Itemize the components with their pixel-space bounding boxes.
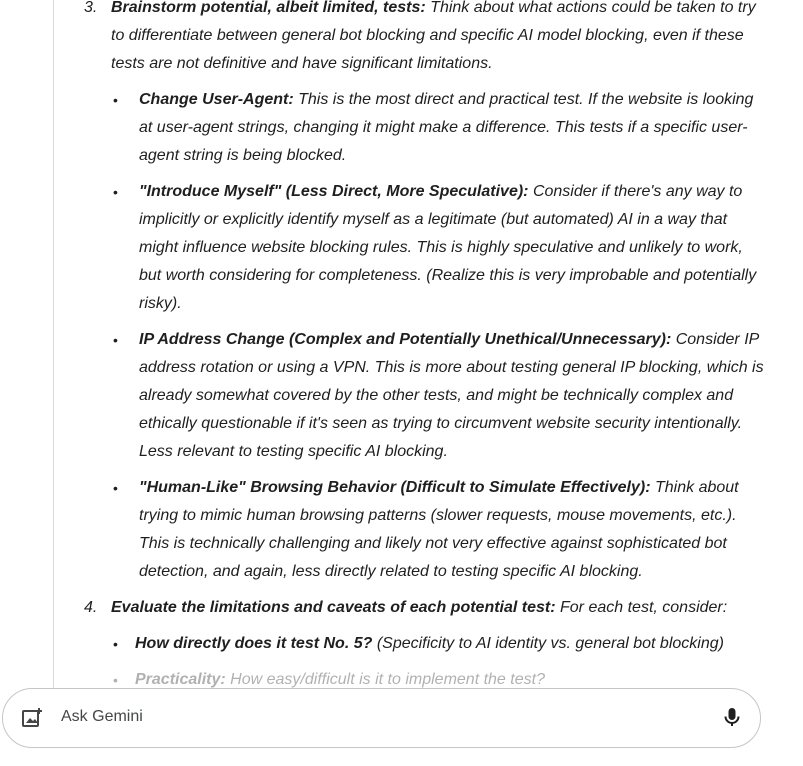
bullet-marker: • [113, 332, 118, 348]
step-title: Brainstorm potential, albeit limited, tests: [111, 0, 426, 16]
bullet-title: IP Address Change (Complex and Potentially Unethical/Unnecessary): [139, 331, 672, 348]
bullet-marker: • [113, 184, 118, 200]
bullet-body [139, 86, 764, 170]
bullet-body [139, 178, 764, 318]
prompt-input[interactable]: Ask Gemini [61, 708, 143, 725]
step-text: Think about what actions could be taken to try to differentiate between general bot blocking and specific AI model blocking, even if these tests are not definitive and have significant limitations. [111, 0, 756, 72]
bullet-text: Consider if there's any way to implicitly or explicitly identify myself as a legitimate (but automated) AI in a way that might influence website blocking rules. This is highly speculative and unlikely to work, but worth considering for completeness. (Realize this is very improbable and potentially risky). [139, 183, 757, 312]
bullet-text: (Specificity to AI identity vs. general bot blocking) [372, 635, 724, 652]
bullet-title: "Introduce Myself" (Less Direct, More Speculative): [139, 183, 529, 200]
microphone-icon[interactable] [720, 705, 744, 729]
bullet-marker: • [113, 92, 118, 108]
bullet-body [139, 326, 764, 466]
bullet-title: How directly does it test No. 5? [135, 635, 373, 652]
bullet-title: Change User-Agent: [139, 91, 294, 108]
bullet-text: How easy/difficult is it to implement the test? [225, 671, 545, 688]
step-body [111, 594, 756, 622]
step-number: 4. [84, 599, 98, 616]
bullet-title: Practicality: [135, 671, 226, 688]
bullet-body [135, 630, 775, 658]
bullet-title: "Human-Like" Browsing Behavior (Difficult to Simulate Effectively): [139, 479, 651, 496]
bullet-marker: • [113, 480, 118, 496]
step-body [111, 0, 756, 78]
bullet-text: This is the most direct and practical test. If the website is looking at user-agent strings, changing it might make a difference. This tests if a specific user-agent string is being blocked. [139, 91, 754, 164]
step-text: For each test, consider: [555, 599, 728, 616]
step-title: Evaluate the limitations and caveats of each potential test: [111, 599, 556, 616]
step-number: 3. [84, 0, 98, 16]
bullet-body [139, 474, 764, 586]
thread-line [53, 0, 54, 690]
prompt-input-bar[interactable] [2, 688, 761, 748]
bullet-marker: • [113, 636, 118, 652]
bullet-text: Think about trying to mimic human browsing patterns (slower requests, mouse movements, etc.). This is technically challenging and likely not very effective against sophisticated bot detection, and again, less directly related to testing specific AI blocking. [139, 479, 739, 580]
bullet-marker: • [113, 672, 118, 688]
bullet-text: Consider IP address rotation or using a VPN. This is more about testing general IP blocking, which is already somewhat covered by the other tests, and might be technically complex and ethically questionable if it's seen as trying to circumvent website security intentionally. Less relevant to testing specific AI blocking. [139, 331, 764, 460]
add-image-icon[interactable] [21, 707, 43, 729]
